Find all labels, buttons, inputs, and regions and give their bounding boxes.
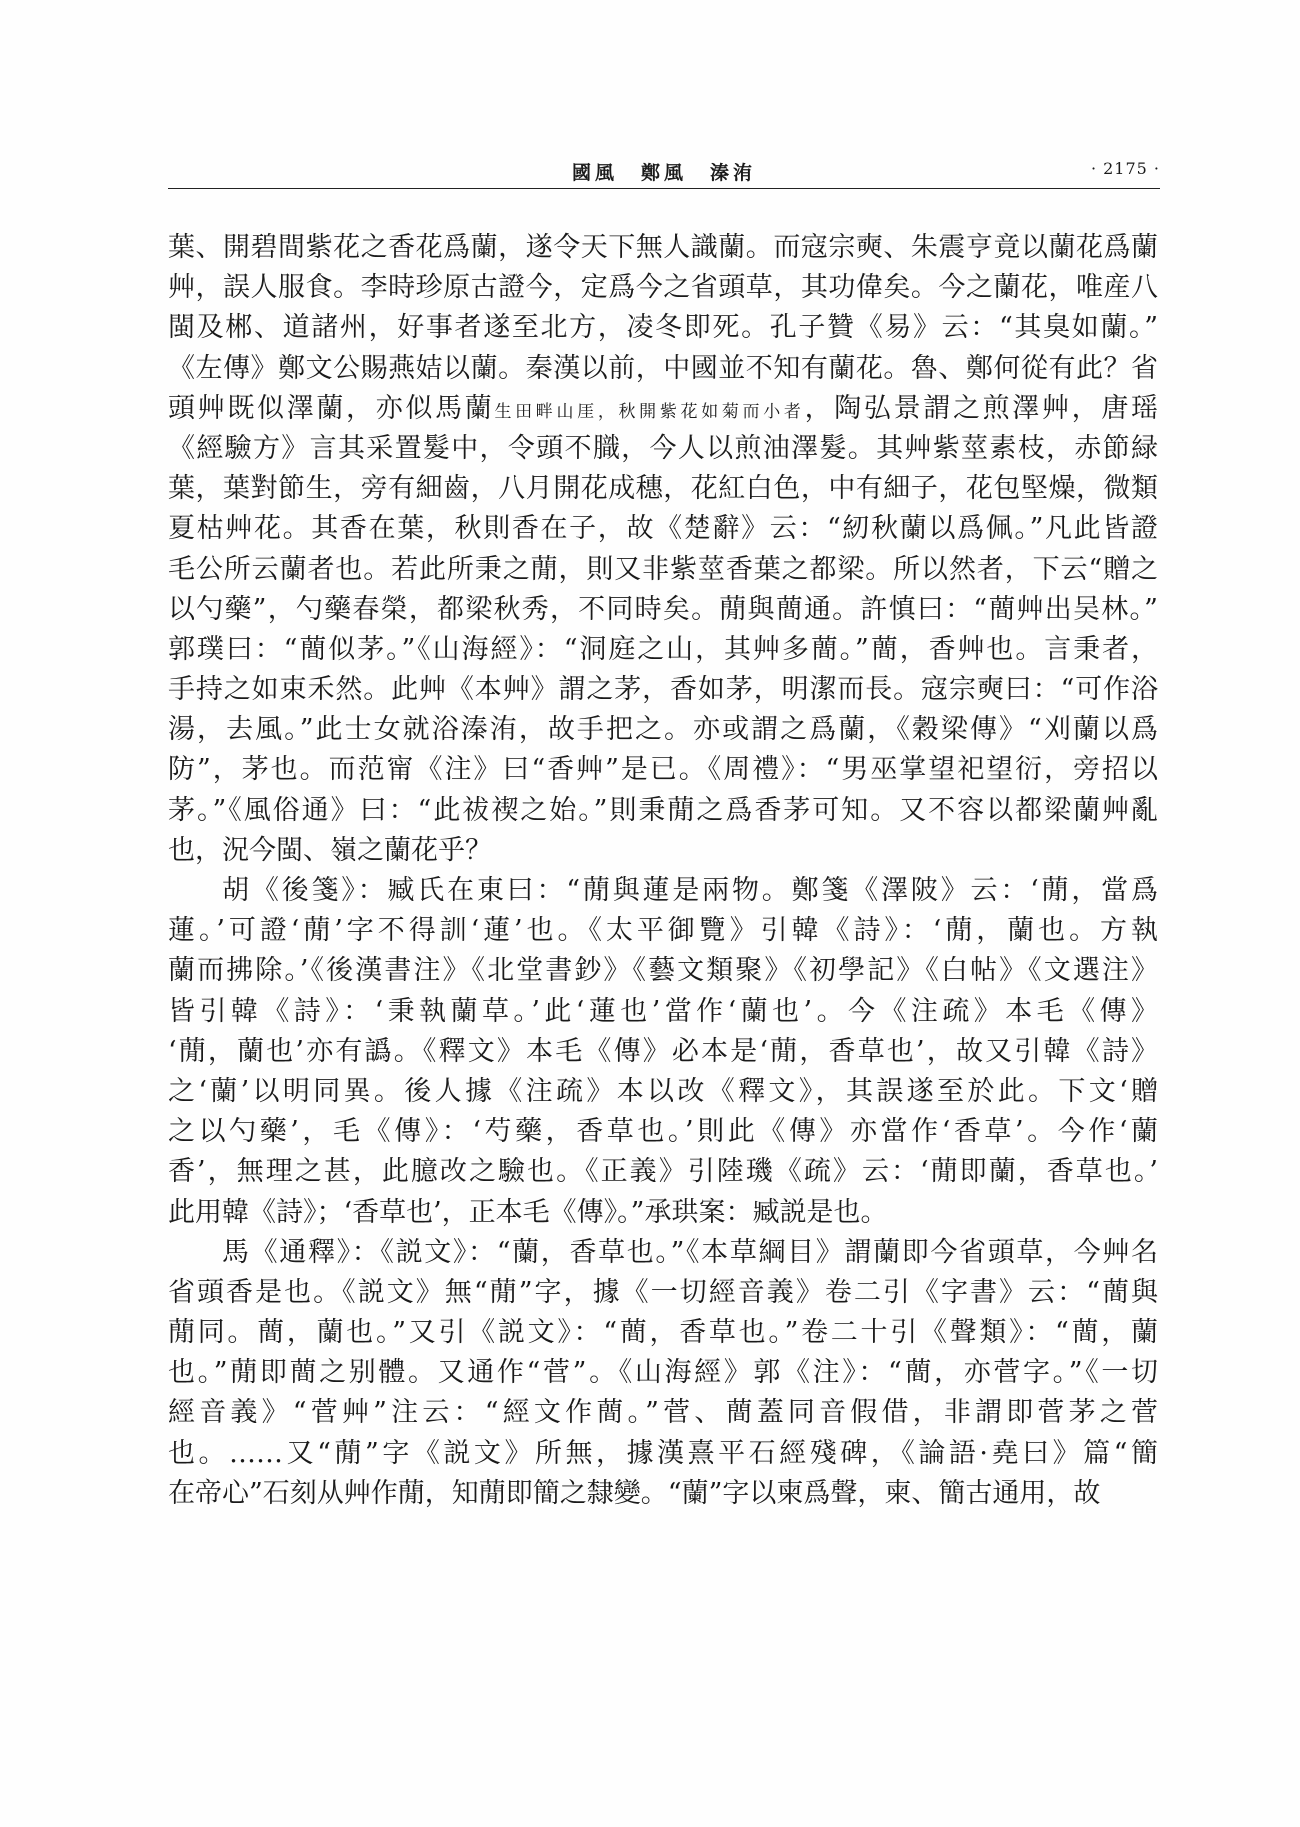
text-line: 郭璞曰：“蕳似茅。”《山海經》：“洞庭之山，其艸多蕳。”蕳，香艸也。言秉者， bbox=[168, 633, 1158, 665]
text-line: 葉，葉對節生，旁有細齒，八月開花成穗，花紅白色，中有細子，花包堅燥，微類 bbox=[168, 473, 1158, 505]
text-line: 也。”蕑即蕳之别體。又通作“菅”。《山海經》郭《注》：“蕳，亦菅字。”《一切 bbox=[168, 1357, 1158, 1389]
text-line: 蕑同。蕳，蘭也。”又引《説文》：“蕳，香草也。”卷二十引《聲類》：“蕳，蘭 bbox=[168, 1317, 1158, 1349]
text-line: 此用韓《詩》；‘香草也’，正本毛《傳》。”承珙案：臧説是也。 bbox=[168, 1196, 888, 1228]
text-line: 湯，去風。”此士女就浴溱洧，故手把之。亦或謂之爲蘭，《穀梁傳》“刈蘭以爲 bbox=[168, 714, 1158, 746]
text-line: 之以勺藥’，毛《傳》：‘芍藥，香草也。’則此《傳》亦當作‘香草’。今作‘蘭 bbox=[168, 1116, 1158, 1148]
line-segment: 頭艸既似澤蘭，亦似馬蘭 bbox=[168, 392, 495, 424]
text-line: 夏枯艸花。其香在葉，秋則香在子，故《楚辭》云：“紉秋蘭以爲佩。”凡此皆證 bbox=[168, 513, 1158, 545]
text-line: 之‘蘭’以明同異。後人據《注疏》本以改《釋文》，其誤遂至於此。下文‘贈 bbox=[168, 1075, 1158, 1107]
text-line: 皆引韓《詩》：‘秉執蘭草。’此‘蓮也’當作‘蘭也’。今《注疏》本毛《傳》 bbox=[168, 995, 1158, 1027]
page-number: · 2175 · bbox=[1090, 159, 1160, 178]
text-line: 香’，無理之甚，此臆改之驗也。《正義》引陸璣《疏》云：‘蕑即蘭，香草也。’ bbox=[168, 1156, 1158, 1188]
running-head bbox=[168, 158, 1160, 192]
text-line: 蘭而拂除。’《後漢書注》《北堂書鈔》《藝文類聚》《初學記》《白帖》《文選注》 bbox=[168, 955, 1158, 987]
text-line: 茅。”《風俗通》曰：“此祓禊之始。”則秉蕑之爲香茅可知。又不容以都梁蘭艸亂 bbox=[168, 794, 1158, 826]
text-line: 馬《通釋》：《説文》：“蘭，香草也。”《本草綱目》謂蘭即今省頭草，今艸名 bbox=[222, 1236, 1158, 1268]
text-line: 也，況今閩、嶺之蘭花乎？ bbox=[168, 834, 492, 866]
text-line: 毛公所云蘭者也。若此所秉之蕑，則又非紫莖香葉之都梁。所以然者，下云“贈之 bbox=[168, 553, 1158, 585]
text-line: 手持之如束禾然。此艸《本艸》謂之茅，香如茅，明潔而長。寇宗奭曰：“可作浴 bbox=[168, 674, 1158, 706]
text-line: 在帝心”石刻从艸作蕑，知蕑即簡之隸變。“蘭”字以柬爲聲，柬、簡古通用，故 bbox=[168, 1477, 1101, 1509]
text-line: 省頭香是也。《説文》無“蕑”字，據《一切經音義》卷二引《字書》云：“蕳與 bbox=[168, 1276, 1158, 1308]
text-line: 《左傳》鄭文公賜燕姞以蘭。秦漢以前，中國並不知有蘭花。魯、鄭何從有此？省 bbox=[168, 352, 1158, 384]
body-text bbox=[168, 228, 1158, 1514]
paragraph bbox=[168, 1233, 1158, 1514]
text-line: 艸，誤人服食。李時珍原古證今，定爲今之省頭草，其功偉矣。今之蘭花，唯産八 bbox=[168, 272, 1158, 304]
header-rule bbox=[168, 188, 1160, 189]
inline-note: 生田畔山厓，秋開紫花如菊而小者 bbox=[494, 401, 805, 422]
text-line: 葉、開碧間紫花之香花爲蘭，遂令天下無人識蘭。而寇宗奭、朱震亨竟以蘭花爲蘭 bbox=[168, 232, 1158, 263]
text-line: 蓮。’可證‘蕑’字不得訓‘蓮’也。《太平御覽》引韓《詩》：‘蕑，蘭也。方執 bbox=[168, 915, 1158, 947]
paragraph bbox=[168, 228, 1158, 871]
text-line: ‘蕑，蘭也’亦有譌。《釋文》本毛《傳》必本是‘蕑，香草也’，故又引韓《詩》 bbox=[168, 1035, 1158, 1067]
line-segment: ，陶弘景謂之煎澤艸，唐瑶 bbox=[804, 392, 1158, 424]
text-line: 閩及郴、道諸州，好事者遂至北方，凌冬即死。孔子贊《易》云：“其臭如蘭。” bbox=[168, 312, 1158, 344]
text-line: 防”，茅也。而范甯《注》曰“香艸”是已。《周禮》：“男巫掌望祀望衍，旁招以 bbox=[168, 754, 1158, 786]
text-line: 《經驗方》言其采置髮中，令頭不膱，今人以煎油澤髮。其艸紫莖素枝，赤節緑 bbox=[168, 432, 1158, 464]
text-line: 以勺藥”，勺藥春榮，都梁秋秀，不同時矣。蕑與蕳通。許慎曰：“蕳艸出吴林。” bbox=[168, 593, 1158, 625]
text-line bbox=[168, 389, 1158, 429]
text-line: 經音義》“菅艸”注云：“經文作蕳。”菅、蕳蓋同音假借，非謂即菅茅之菅 bbox=[168, 1397, 1158, 1429]
running-title: 國風 鄭風 溱洧 bbox=[571, 162, 756, 184]
text-line: 胡《後箋》：臧氏在東曰：“蕑與蓮是兩物。鄭箋《澤陂》云：‘蕑，當爲 bbox=[222, 875, 1158, 906]
paragraph bbox=[168, 871, 1158, 1233]
text-line: 也。……又“蕑”字《説文》所無，據漢熹平石經殘碑，《論語·堯曰》篇“簡 bbox=[168, 1437, 1158, 1469]
